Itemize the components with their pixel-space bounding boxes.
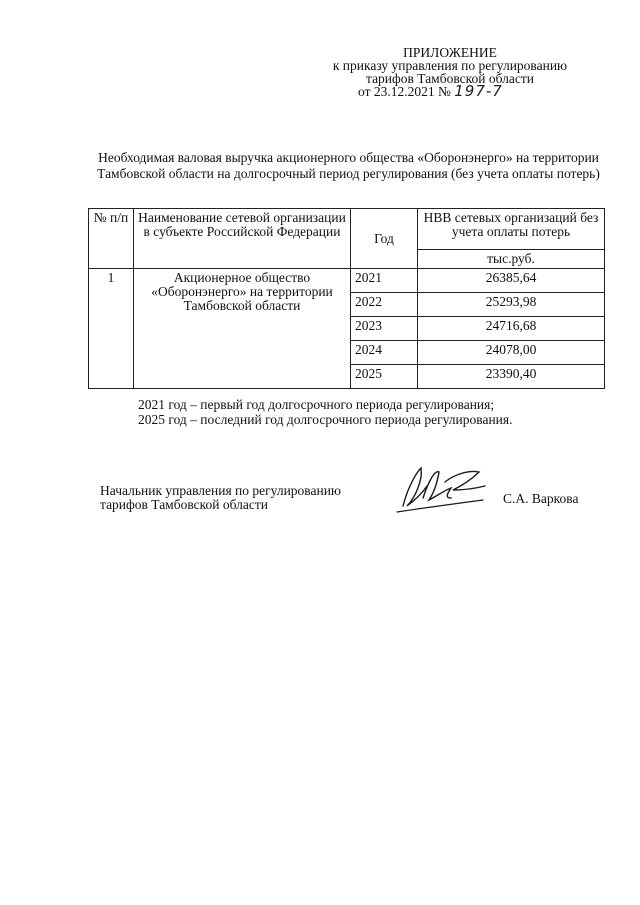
value-cell: 24716,68 [418,317,605,341]
year-cell: 2021 [351,269,418,293]
header-name: Наименование сетевой организации в субъекте Российской Федерации [134,209,351,269]
notes [138,397,513,427]
signer-name: С.А. Варкова [503,491,579,506]
date-prefix: от [358,84,371,99]
year-cell: 2025 [351,365,418,389]
year-cell: 2022 [351,293,418,317]
year-cell: 2024 [351,341,418,365]
header-num: № п/п [89,209,134,269]
signer-position-line-2: тарифов Тамбовской области [100,497,268,512]
header-unit: тыс.руб. [418,250,605,269]
table-row [89,269,605,293]
handwritten-signature [393,460,489,516]
appendix-date-line [300,82,600,100]
value-cell: 24078,00 [418,341,605,365]
appendix-line-1: к приказу управления по регулированию [332,58,568,73]
header-nvv: НВВ сетевых организаций без учета оплаты потерь [418,209,605,250]
note-last-year: 2025 год – последний год долгосрочного периода регулирования. [138,412,513,427]
order-number: 197-7 [454,82,503,100]
appendix-title: ПРИЛОЖЕНИЕ [403,45,497,60]
year-cell: 2023 [351,317,418,341]
org-name: Акционерное общество «Оборонэнерго» на территории Тамбовской области [134,269,351,389]
revenue-table [88,208,605,389]
value-cell: 25293,98 [418,293,605,317]
signer-position [100,484,341,512]
order-date: 23.12.2021 [373,84,435,99]
header-year: Год [351,209,418,269]
number-prefix: № [437,84,451,99]
appendix-line-2: тарифов Тамбовской области [366,71,534,86]
document-title: Необходимая валовая выручка акционерного общества «Оборонэнерго» на территории Тамбовской области на долгосрочный период регулирования (без учета оплаты потерь) [97,150,600,181]
table-header-row [89,209,605,250]
note-first-year: 2021 год – первый год долгосрочного периода регулирования; [138,397,495,412]
appendix-header [300,46,600,98]
value-cell: 26385,64 [418,269,605,293]
value-cell: 23390,40 [418,365,605,389]
signer-position-line-1: Начальник управления по регулированию [100,483,342,498]
row-number: 1 [89,269,134,389]
